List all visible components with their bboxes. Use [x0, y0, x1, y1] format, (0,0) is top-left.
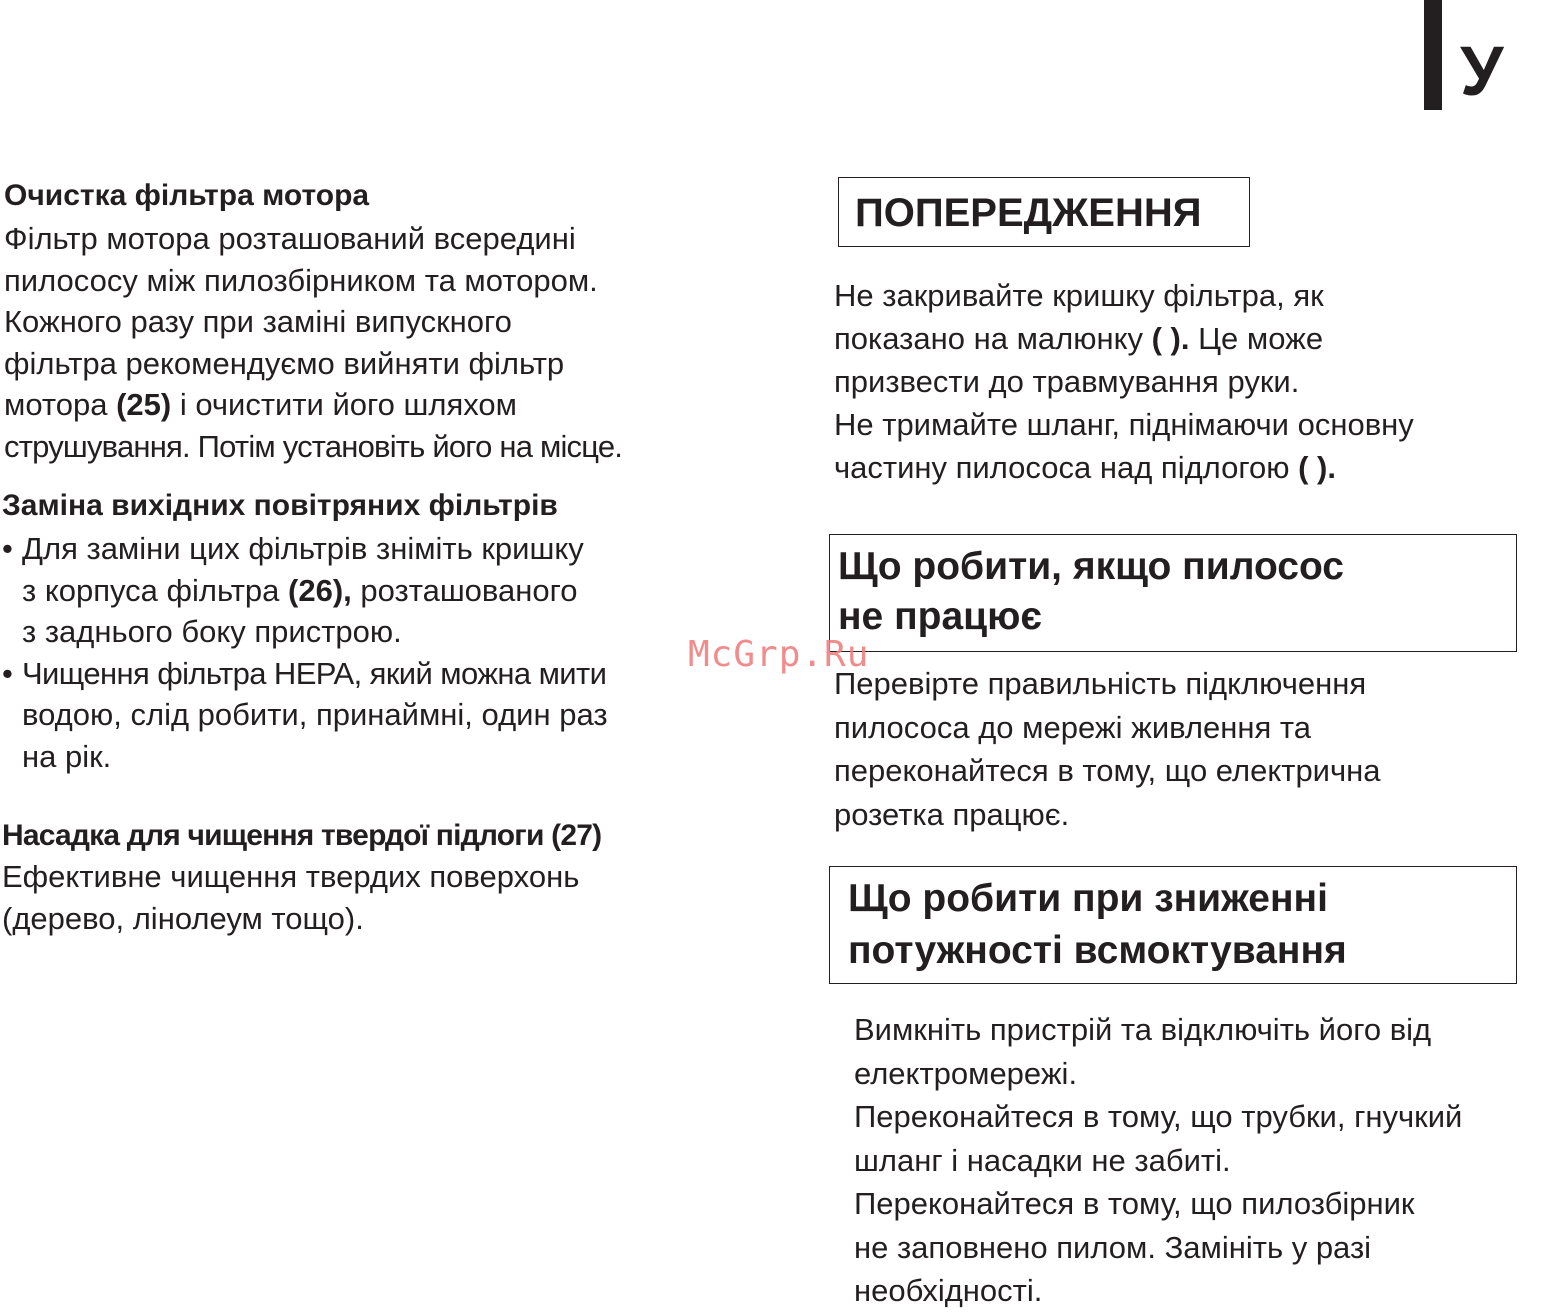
bullet-icon: •: [2, 531, 13, 566]
motor-filter-line: Кожного разу при заміні випускного: [4, 304, 512, 339]
warning-line: [834, 317, 1414, 360]
text-fragment: розташованого: [351, 572, 578, 608]
low-suction-line: Переконайтеся в тому, що трубки, гнучкий: [854, 1099, 1463, 1134]
hard-floor-line: (дерево, лінолеум тощо).: [2, 900, 364, 936]
language-letter: У: [1460, 32, 1504, 110]
low-suction-box: [829, 866, 1517, 984]
exhaust-filters-heading: Заміна вихідних повітряних фільтрів: [2, 489, 558, 522]
motor-filter-line: пилососу між пилозбірником та мотором.: [4, 262, 598, 298]
figure-ref: (26),: [288, 572, 352, 608]
text-fragment: з корпуса фільтра: [22, 572, 289, 608]
figure-ref: (25): [116, 387, 172, 422]
bullet-icon: •: [2, 655, 13, 691]
not-working-line: пилососа до мережі живлення та: [834, 709, 1311, 745]
text-fragment: Для заміни цих фільтрів зніміть кришку: [22, 531, 584, 566]
warning-box: [838, 177, 1250, 247]
motor-filter-body: [4, 218, 622, 467]
motor-filter-line: Фільтр мотора розташований всередині: [4, 221, 576, 256]
language-marker-bar: [1424, 0, 1442, 110]
warning-line: [834, 446, 1414, 489]
not-working-body: [834, 662, 1381, 836]
low-suction-line: Вимкніть пристрій та відключіть його від: [854, 1012, 1432, 1047]
motor-filter-line: [4, 384, 622, 426]
bullet-line: водою, слід робити, принаймні, один раз: [22, 697, 608, 732]
warning-body: [834, 274, 1414, 489]
exhaust-filters-body: [2, 528, 608, 777]
not-working-line: переконайтеся в тому, що електрична: [834, 753, 1381, 788]
watermark-text: McGrp.Ru: [688, 634, 870, 675]
text-fragment: частину пилососа над підлогою: [834, 450, 1299, 485]
hard-floor-heading: Насадка для чищення твердої підлоги (27): [2, 819, 602, 852]
bullet-line: [2, 528, 608, 570]
figure-ref: ( ).: [1151, 321, 1190, 356]
motor-filter-line: струшування. Потім установіть його на місце.: [4, 428, 623, 464]
bullet-line: з заднього боку пристрою.: [22, 614, 402, 649]
low-suction-line: електромережі.: [854, 1055, 1078, 1091]
low-suction-line: необхідності.: [854, 1273, 1043, 1308]
text-fragment: Чищення фільтра HEPA, який можна мити: [22, 655, 607, 691]
warning-title: ПОПЕРЕДЖЕННЯ: [855, 191, 1202, 235]
text-fragment: Це може: [1189, 321, 1324, 356]
low-suction-title-line: Що робити при зниженні: [848, 877, 1328, 920]
not-working-line: розетка працює.: [834, 796, 1070, 832]
hard-floor-body: [2, 856, 579, 939]
not-working-line: Перевірте правильність підключення: [834, 666, 1367, 701]
warning-line: Не тримайте шланг, піднімаючи основну: [834, 407, 1414, 442]
bullet-line: [22, 570, 608, 612]
not-working-box: [829, 534, 1517, 652]
text-fragment: і очистити його шляхом: [171, 387, 517, 422]
motor-filter-heading: Очистка фільтра мотора: [4, 179, 370, 212]
low-suction-title: [830, 867, 1516, 977]
bullet-line: на рік.: [22, 738, 112, 774]
warning-line: Не закривайте кришку фільтра, як: [834, 278, 1324, 313]
warning-line: призвести до травмування руки.: [834, 364, 1300, 399]
hard-floor-line: Ефективне чищення твердих поверхонь: [2, 859, 580, 894]
motor-filter-line: фільтра рекомендуємо вийняти фільтр: [4, 345, 565, 381]
text-fragment: мотора: [4, 387, 117, 422]
low-suction-body: [854, 1008, 1462, 1313]
bullet-line: [2, 653, 608, 695]
low-suction-line: Переконайтеся в тому, що пилозбірник: [854, 1186, 1415, 1221]
not-working-title-line: не працює: [838, 595, 1042, 638]
low-suction-title-line: потужності всмоктування: [848, 929, 1347, 972]
not-working-title: [830, 535, 1516, 642]
not-working-title-line: Що робити, якщо пилосос: [838, 545, 1344, 588]
text-fragment: показано на малюнку: [834, 321, 1152, 356]
low-suction-line: не заповнено пилом. Замініть у разі: [854, 1229, 1372, 1265]
low-suction-line: шланг і насадки не забиті.: [854, 1142, 1231, 1178]
figure-ref: ( ).: [1298, 450, 1336, 485]
